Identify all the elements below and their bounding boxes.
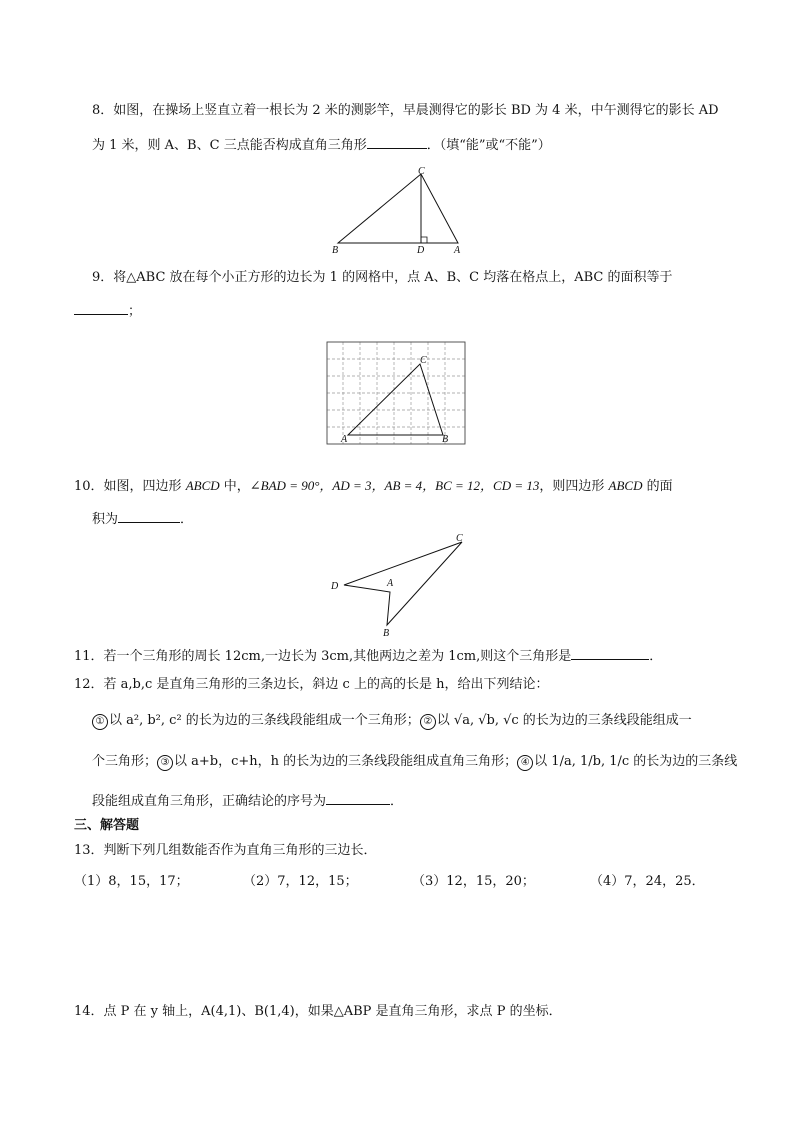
- q8-line2-tail: ．（填“能”或“不能”）: [426, 138, 551, 153]
- q8-answer-blank[interactable]: [367, 134, 427, 149]
- q9-grid-figure: [326, 341, 466, 445]
- q12-answer-blank[interactable]: [326, 790, 390, 805]
- q8-label-d: D: [417, 245, 425, 254]
- q9-label-c: C: [420, 355, 427, 366]
- q9-label-b: B: [442, 434, 449, 445]
- q12-line1: 12．若 a,b,c 是直角三角形的三条边长，斜边 c 上的高的长是 h，给出下列结论：: [74, 677, 549, 692]
- q12-line4-text: 段能组成直角三角形，正确结论的序号为: [92, 794, 327, 809]
- q13-item-3: （3）12，15，20；: [412, 874, 535, 889]
- q9-line1: 9．将△ABC 放在每个小正方形的边长为 1 的网格中，点 A、B、C 均落在格点上，ABC 的面积等于: [92, 270, 673, 285]
- q10-line2-text: 积为: [92, 512, 119, 527]
- q8-line1: 8．如图，在操场上竖直立着一根长为 2 米的测影竿，早晨测得它的影长 BD 为 4 米，中午测得它的影长 AD: [92, 103, 719, 118]
- q8-label-b: B: [332, 245, 339, 254]
- q10-then: ，则四边形: [539, 479, 609, 494]
- q12-line3-start: 个三角形；: [92, 754, 158, 769]
- q10-label-c: C: [456, 533, 463, 544]
- q12-conclusion-3: 以 a+b，c+h，h 的长为边的三条线段能组成直角三角形；: [174, 754, 518, 769]
- q9-answer-blank[interactable]: [74, 300, 128, 315]
- q10-line2: [92, 508, 193, 530]
- q10-line1: [74, 476, 673, 497]
- q8-label-a: A: [454, 245, 461, 254]
- q10-line2-tail: ．: [180, 512, 194, 527]
- q12-line2: [92, 711, 692, 731]
- q10-prefix: 10．如图，四边形: [74, 479, 186, 494]
- q10-quad-name: ABCD: [185, 478, 220, 493]
- q13-item-2: （2）7，12，15；: [243, 874, 358, 889]
- q10-quad-name-2: ABCD: [608, 478, 643, 493]
- q10-label-d: D: [331, 581, 339, 592]
- q13-item-4: （4）7，24，25．: [590, 874, 705, 889]
- q8-figure: [326, 164, 466, 254]
- q12-circled-2: ②: [420, 714, 436, 730]
- q10-figure: [326, 530, 472, 640]
- q9-label-a: A: [341, 434, 348, 445]
- q8-line2: [92, 134, 551, 156]
- q12-conclusion-2: 以 √a, √b, √c 的长为边的三条线段能组成一: [436, 713, 692, 728]
- q13-title: 13．判断下列几组数能否作为直角三角形的三边长．: [74, 843, 377, 858]
- q10-area: 的面: [642, 479, 673, 494]
- q10-quadrilateral: [344, 542, 462, 625]
- q12-circled-1: ①: [92, 714, 108, 730]
- q12-line4: [92, 790, 403, 812]
- q10-conditions: ∠BAD = 90°，AD = 3，AB = 4，BC = 12，CD = 13: [249, 478, 540, 493]
- section-heading: 三、解答题: [74, 818, 140, 833]
- q11-answer-blank[interactable]: [571, 645, 649, 660]
- q12-conclusion-1: 以 a², b², c² 的长为边的三条线段能组成一个三角形；: [109, 713, 420, 728]
- q9-triangle: [348, 364, 443, 435]
- q8-line2-text: 为 1 米，则 A、B、C 三点能否构成直角三角形: [92, 138, 367, 153]
- q9-line2-tail: ；: [128, 304, 142, 319]
- q10-label-b: B: [383, 628, 390, 639]
- q14-text: 14．点 P 在 y 轴上，A(4,1)、B(1,4)，如果△ABP 是直角三角形，求点 P 的坐标．: [74, 1004, 562, 1019]
- q8-right-angle-mark: [421, 237, 427, 243]
- q10-label-a: A: [387, 578, 394, 589]
- q12-circled-3: ③: [157, 755, 173, 771]
- q12-circled-4: ④: [517, 755, 533, 771]
- q9-line2: [74, 300, 141, 322]
- q11-line: [74, 645, 662, 667]
- q8-triangle: [338, 174, 458, 243]
- q9-grid: [327, 342, 465, 444]
- q12-line4-tail: ．: [390, 794, 404, 809]
- q13-item-1: （1）8，15，17；: [74, 874, 189, 889]
- q11-text: 11．若一个三角形的周长 12cm,一边长为 3cm,其他两边之差为 1cm,则这个三角形是: [74, 649, 572, 664]
- q10-answer-blank[interactable]: [118, 508, 180, 523]
- q12-conclusion-4: 以 1/a, 1/b, 1/c 的长为边的三条线: [534, 754, 738, 769]
- q8-label-c: C: [418, 166, 425, 177]
- q10-in: 中，: [219, 479, 250, 494]
- q11-tail: ．: [649, 649, 663, 664]
- q12-line3: [92, 752, 737, 772]
